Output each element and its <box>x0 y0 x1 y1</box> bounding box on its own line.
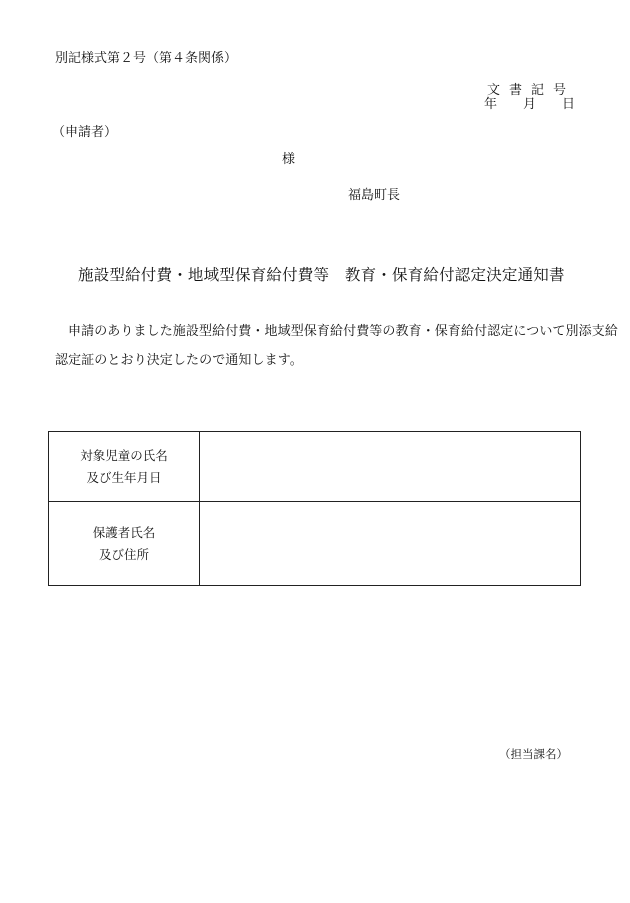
form-number: 別記様式第２号（第４条関係） <box>55 51 238 66</box>
table-row-guardian <box>49 502 581 586</box>
child-label-line-2: 及び生年月日 <box>86 469 162 485</box>
info-table <box>48 431 581 586</box>
child-value-cell <box>200 432 581 502</box>
guardian-value-cell <box>200 502 581 586</box>
body-text-line-1: 申請のありました施設型給付費・地域型保育給付費等の教育・保育給付認定について別添支給 <box>68 324 618 339</box>
table-row-child <box>49 432 581 502</box>
date-line <box>484 93 575 112</box>
document-number-label: 文書記号 <box>486 83 575 98</box>
department-label: （担当課名） <box>499 747 568 761</box>
guardian-label-line-2: 及び住所 <box>98 546 149 562</box>
date-month: 月 <box>522 97 536 112</box>
document-title: 施設型給付費・地域型保育給付費等 教育・保育給付認定決定通知書 <box>78 266 565 284</box>
guardian-label-line-1: 保護者氏名 <box>92 524 156 540</box>
date-day: 日 <box>561 97 575 112</box>
applicant-label: （申請者） <box>52 125 118 140</box>
date-year: 年 <box>483 97 497 112</box>
child-label-line-1: 対象児童の氏名 <box>80 447 168 463</box>
honorific: 様 <box>282 152 296 167</box>
guardian-label-cell <box>49 502 200 586</box>
sender-name: 福島町長 <box>348 188 401 203</box>
body-text-line-2: 認定証のとおり決定したので通知します。 <box>55 353 303 368</box>
child-label-cell <box>49 432 200 502</box>
